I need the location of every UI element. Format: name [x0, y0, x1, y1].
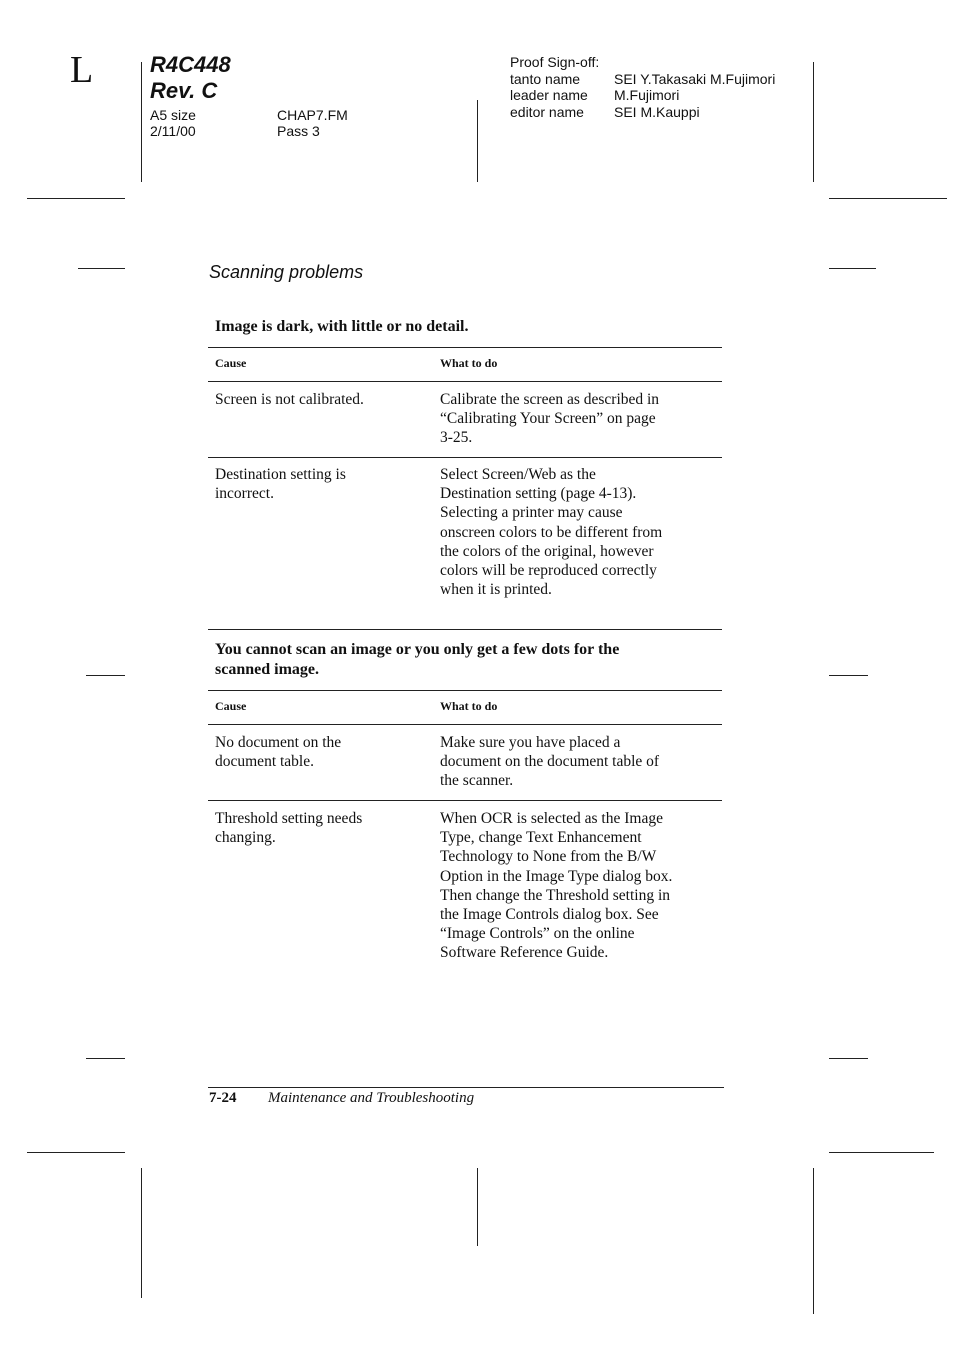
- file-label: CHAP7.FM: [277, 107, 348, 123]
- todo-text: Type, change Text Enhancement: [440, 829, 642, 847]
- cause-text: Threshold setting needs: [215, 810, 363, 827]
- page-number: 7-24: [209, 1090, 237, 1106]
- proof-name: M.Fujimori: [614, 87, 680, 103]
- todo-text: Option in the Image Type dialog box.: [440, 867, 673, 885]
- proof-name: SEI Y.Takasaki M.Fujimori: [614, 71, 776, 87]
- crop-mark: [477, 1168, 478, 1246]
- todo-text: onscreen colors to be different from: [440, 523, 663, 541]
- todo-text: Then change the Threshold setting in: [440, 886, 671, 904]
- revision-line: Rev. C: [150, 78, 218, 103]
- todo-text: Software Reference Guide.: [440, 944, 609, 962]
- todo-text: Destination setting (page 4-13).: [440, 485, 637, 503]
- cause-text: Destination setting is: [215, 466, 346, 483]
- todo-text: 3-25.: [440, 429, 473, 447]
- table-rule: [208, 347, 722, 348]
- table-row: [440, 465, 662, 599]
- proof-title: Proof Sign-off:: [510, 54, 600, 70]
- column-header-todo: What to do: [440, 699, 498, 713]
- footer-rule: [208, 1087, 724, 1088]
- table-rule: [208, 690, 722, 691]
- todo-text: Make sure you have placed a: [440, 734, 621, 751]
- table-rule: [208, 629, 722, 630]
- table-row: [440, 390, 659, 448]
- chapter-title: Maintenance and Troubleshooting: [268, 1090, 475, 1106]
- todo-text: Select Screen/Web as the: [440, 466, 596, 483]
- proof-name: SEI M.Kauppi: [614, 104, 700, 120]
- section-title: Scanning problems: [209, 262, 364, 282]
- table-rule: [208, 381, 722, 382]
- todo-text: the scanner.: [440, 772, 514, 790]
- table-title: [215, 640, 619, 680]
- proof-role: editor name: [510, 104, 584, 120]
- table-row: [215, 390, 364, 409]
- crop-mark: [141, 62, 142, 182]
- corner-letter: L: [70, 49, 94, 91]
- crop-mark: [813, 1168, 814, 1314]
- table-row: [440, 809, 672, 963]
- table-rule: [208, 457, 722, 458]
- todo-text: the colors of the original, however: [440, 542, 654, 560]
- table-title: Image is dark, with little or no detail.: [215, 318, 469, 335]
- crop-mark: [141, 1168, 142, 1298]
- crop-mark: [829, 1152, 934, 1153]
- crop-mark: [829, 268, 876, 269]
- table-row: [215, 465, 346, 503]
- crop-mark: [27, 198, 125, 199]
- size-label: A5 size: [150, 107, 196, 123]
- crop-mark: [829, 675, 868, 676]
- todo-text: Calibrate the screen as described in: [440, 391, 660, 408]
- crop-mark: [829, 198, 947, 199]
- model-line: R4C448: [150, 52, 231, 77]
- todo-text: when it is printed.: [440, 581, 552, 599]
- model-revision: [150, 52, 231, 104]
- table-row: [215, 733, 341, 771]
- column-header-cause: Cause: [215, 699, 247, 713]
- table-rule: [208, 800, 722, 801]
- table-title-line: scanned image.: [215, 661, 319, 678]
- cause-text: document table.: [215, 753, 314, 771]
- todo-text: the Image Controls dialog box. See: [440, 906, 659, 924]
- table-row: [440, 733, 659, 791]
- todo-text: When OCR is selected as the Image: [440, 810, 663, 827]
- column-header-cause: Cause: [215, 356, 247, 370]
- crop-mark: [27, 1152, 125, 1153]
- crop-mark: [86, 675, 125, 676]
- todo-text: “Calibrating Your Screen” on page: [440, 410, 656, 428]
- crop-mark: [86, 1058, 125, 1059]
- column-header-todo: What to do: [440, 356, 498, 370]
- cause-text: changing.: [215, 829, 276, 847]
- cause-text: Screen is not calibrated.: [215, 391, 364, 408]
- crop-mark: [78, 268, 125, 269]
- proof-role: leader name: [510, 87, 588, 103]
- crop-mark: [813, 62, 814, 182]
- proof-role: tanto name: [510, 71, 581, 87]
- table-rule: [208, 724, 722, 725]
- todo-text: colors will be reproduced correctly: [440, 562, 657, 580]
- crop-mark: [477, 100, 478, 182]
- todo-text: “Image Controls” on the online: [440, 925, 635, 943]
- todo-text: Technology to None from the B/W: [440, 848, 657, 866]
- todo-text: Selecting a printer may cause: [440, 504, 623, 522]
- pass-label: Pass 3: [277, 123, 320, 139]
- todo-text: document on the document table of: [440, 753, 660, 771]
- table-title-line: You cannot scan an image or you only get a few dots for the: [215, 641, 620, 658]
- table-row: [215, 809, 362, 847]
- cause-text: incorrect.: [215, 485, 274, 503]
- date-label: 2/11/00: [150, 123, 196, 139]
- crop-mark: [829, 1058, 868, 1059]
- cause-text: No document on the: [215, 734, 342, 751]
